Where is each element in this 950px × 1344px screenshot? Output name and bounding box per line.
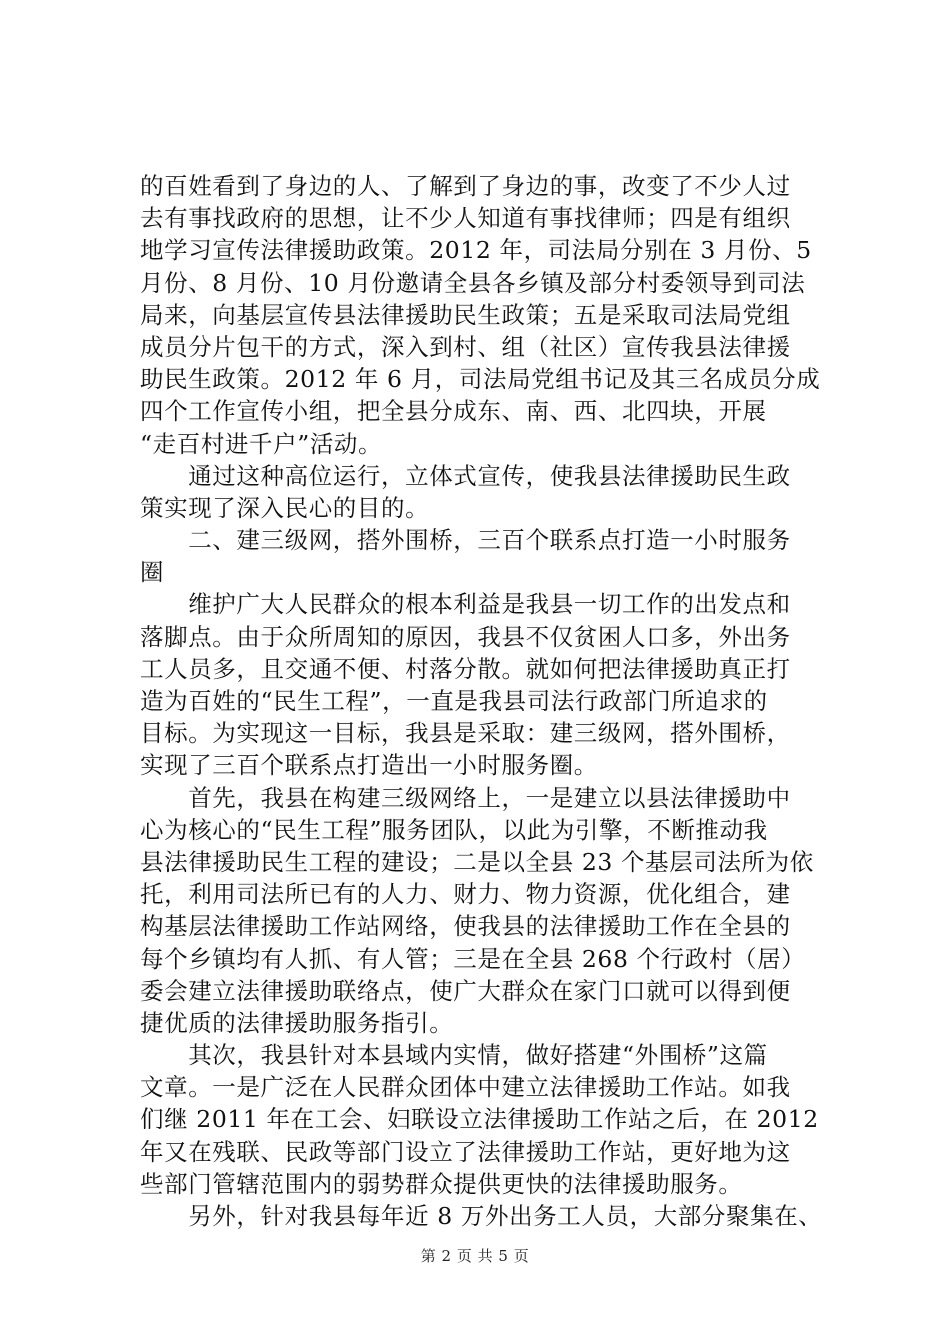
text-line: 维护广大人民群众的根本利益是我县一切工作的出发点和 <box>140 590 791 619</box>
text-line: 四个工作宣传小组，把全县分成东、南、西、北四块，开展 <box>140 397 767 426</box>
text-line: 地学习宣传法律援助政策。2012 年，司法局分别在 3 月份、5 <box>140 236 812 265</box>
text-line: 的百姓看到了身边的人、了解到了身边的事，改变了不少人过 <box>140 172 791 200</box>
text-line: 目标。为实现这一目标，我县是采取：建三级网，搭外围桥， <box>140 719 791 748</box>
section-heading-line: 二、建三级网，搭外围桥，三百个联系点打造一小时服务 <box>140 526 791 555</box>
text-line: 造为百姓的“民生工程”，一直是我县司法行政部门所追求的 <box>140 687 768 715</box>
body-text <box>140 170 840 1232</box>
text-line: 成员分片包干的方式，深入到村、组（社区）宣传我县法律援 <box>140 332 791 361</box>
text-line: 另外，针对我县每年近 8 万外出务工人员，大部分聚集在、 <box>140 1202 823 1230</box>
text-line: 助民生政策。2012 年 6 月，司法局党组书记及其三名成员分成 <box>140 365 821 394</box>
section-heading-line: 圈 <box>140 558 165 587</box>
text-line: 县法律援助民生工程的建设；二是以全县 23 个基层司法所为依 <box>140 847 814 876</box>
text-line: 每个乡镇均有人抓、有人管；三是在全县 268 个行政村（居） <box>140 944 806 973</box>
text-line: 实现了三百个联系点打造出一小时服务圈。 <box>140 751 598 780</box>
text-line: 其次，我县针对本县域内实情，做好搭建“外围桥”这篇 <box>140 1041 768 1070</box>
text-line: 委会建立法律援助联络点，使广大群众在家门口就可以得到便 <box>140 976 791 1005</box>
text-line: 构基层法律援助工作站网络，使我县的法律援助工作在全县的 <box>140 912 791 941</box>
text-line: 落脚点。由于众所周知的原因，我县不仅贫困人口多，外出务 <box>140 622 791 651</box>
text-line: 们继 2011 年在工会、妇联设立法律援助工作站之后，在 2012 <box>140 1105 819 1134</box>
text-line: 年又在残联、民政等部门设立了法律援助工作站，更好地为这 <box>140 1137 791 1166</box>
text-line: 工人员多，且交通不便、村落分散。就如何把法律援助真正打 <box>140 654 791 683</box>
text-line: “走百村进千户”活动。 <box>140 429 383 458</box>
text-line: 首先，我县在构建三级网络上，一是建立以县法律援助中 <box>140 783 791 812</box>
text-line: 月份、8 月份、10 月份邀请全县各乡镇及部分村委领导到司法 <box>140 268 806 297</box>
text-line: 文章。一是广泛在人民群众团体中建立法律援助工作站。如我 <box>140 1073 791 1102</box>
text-line: 托，利用司法所已有的人力、财力、物力资源，优化组合，建 <box>140 880 791 909</box>
text-line: 局来，向基层宣传县法律援助民生政策；五是采取司法局党组 <box>140 300 791 329</box>
text-line: 心为核心的“民生工程”服务团队，以此为引擎，不断推动我 <box>140 815 768 844</box>
text-line: 去有事找政府的思想，让不少人知道有事找律师；四是有组织 <box>140 204 791 233</box>
text-line: 捷优质的法律援助服务指引。 <box>140 1008 454 1037</box>
text-line: 些部门管辖范围内的弱势群众提供更快的法律援助服务。 <box>140 1169 743 1198</box>
text-line: 策实现了深入民心的目的。 <box>140 493 430 522</box>
page-number-footer: 第 2 页 共 5 页 <box>420 1247 530 1265</box>
text-line: 通过这种高位运行，立体式宣传，使我县法律援助民生政 <box>140 461 791 490</box>
